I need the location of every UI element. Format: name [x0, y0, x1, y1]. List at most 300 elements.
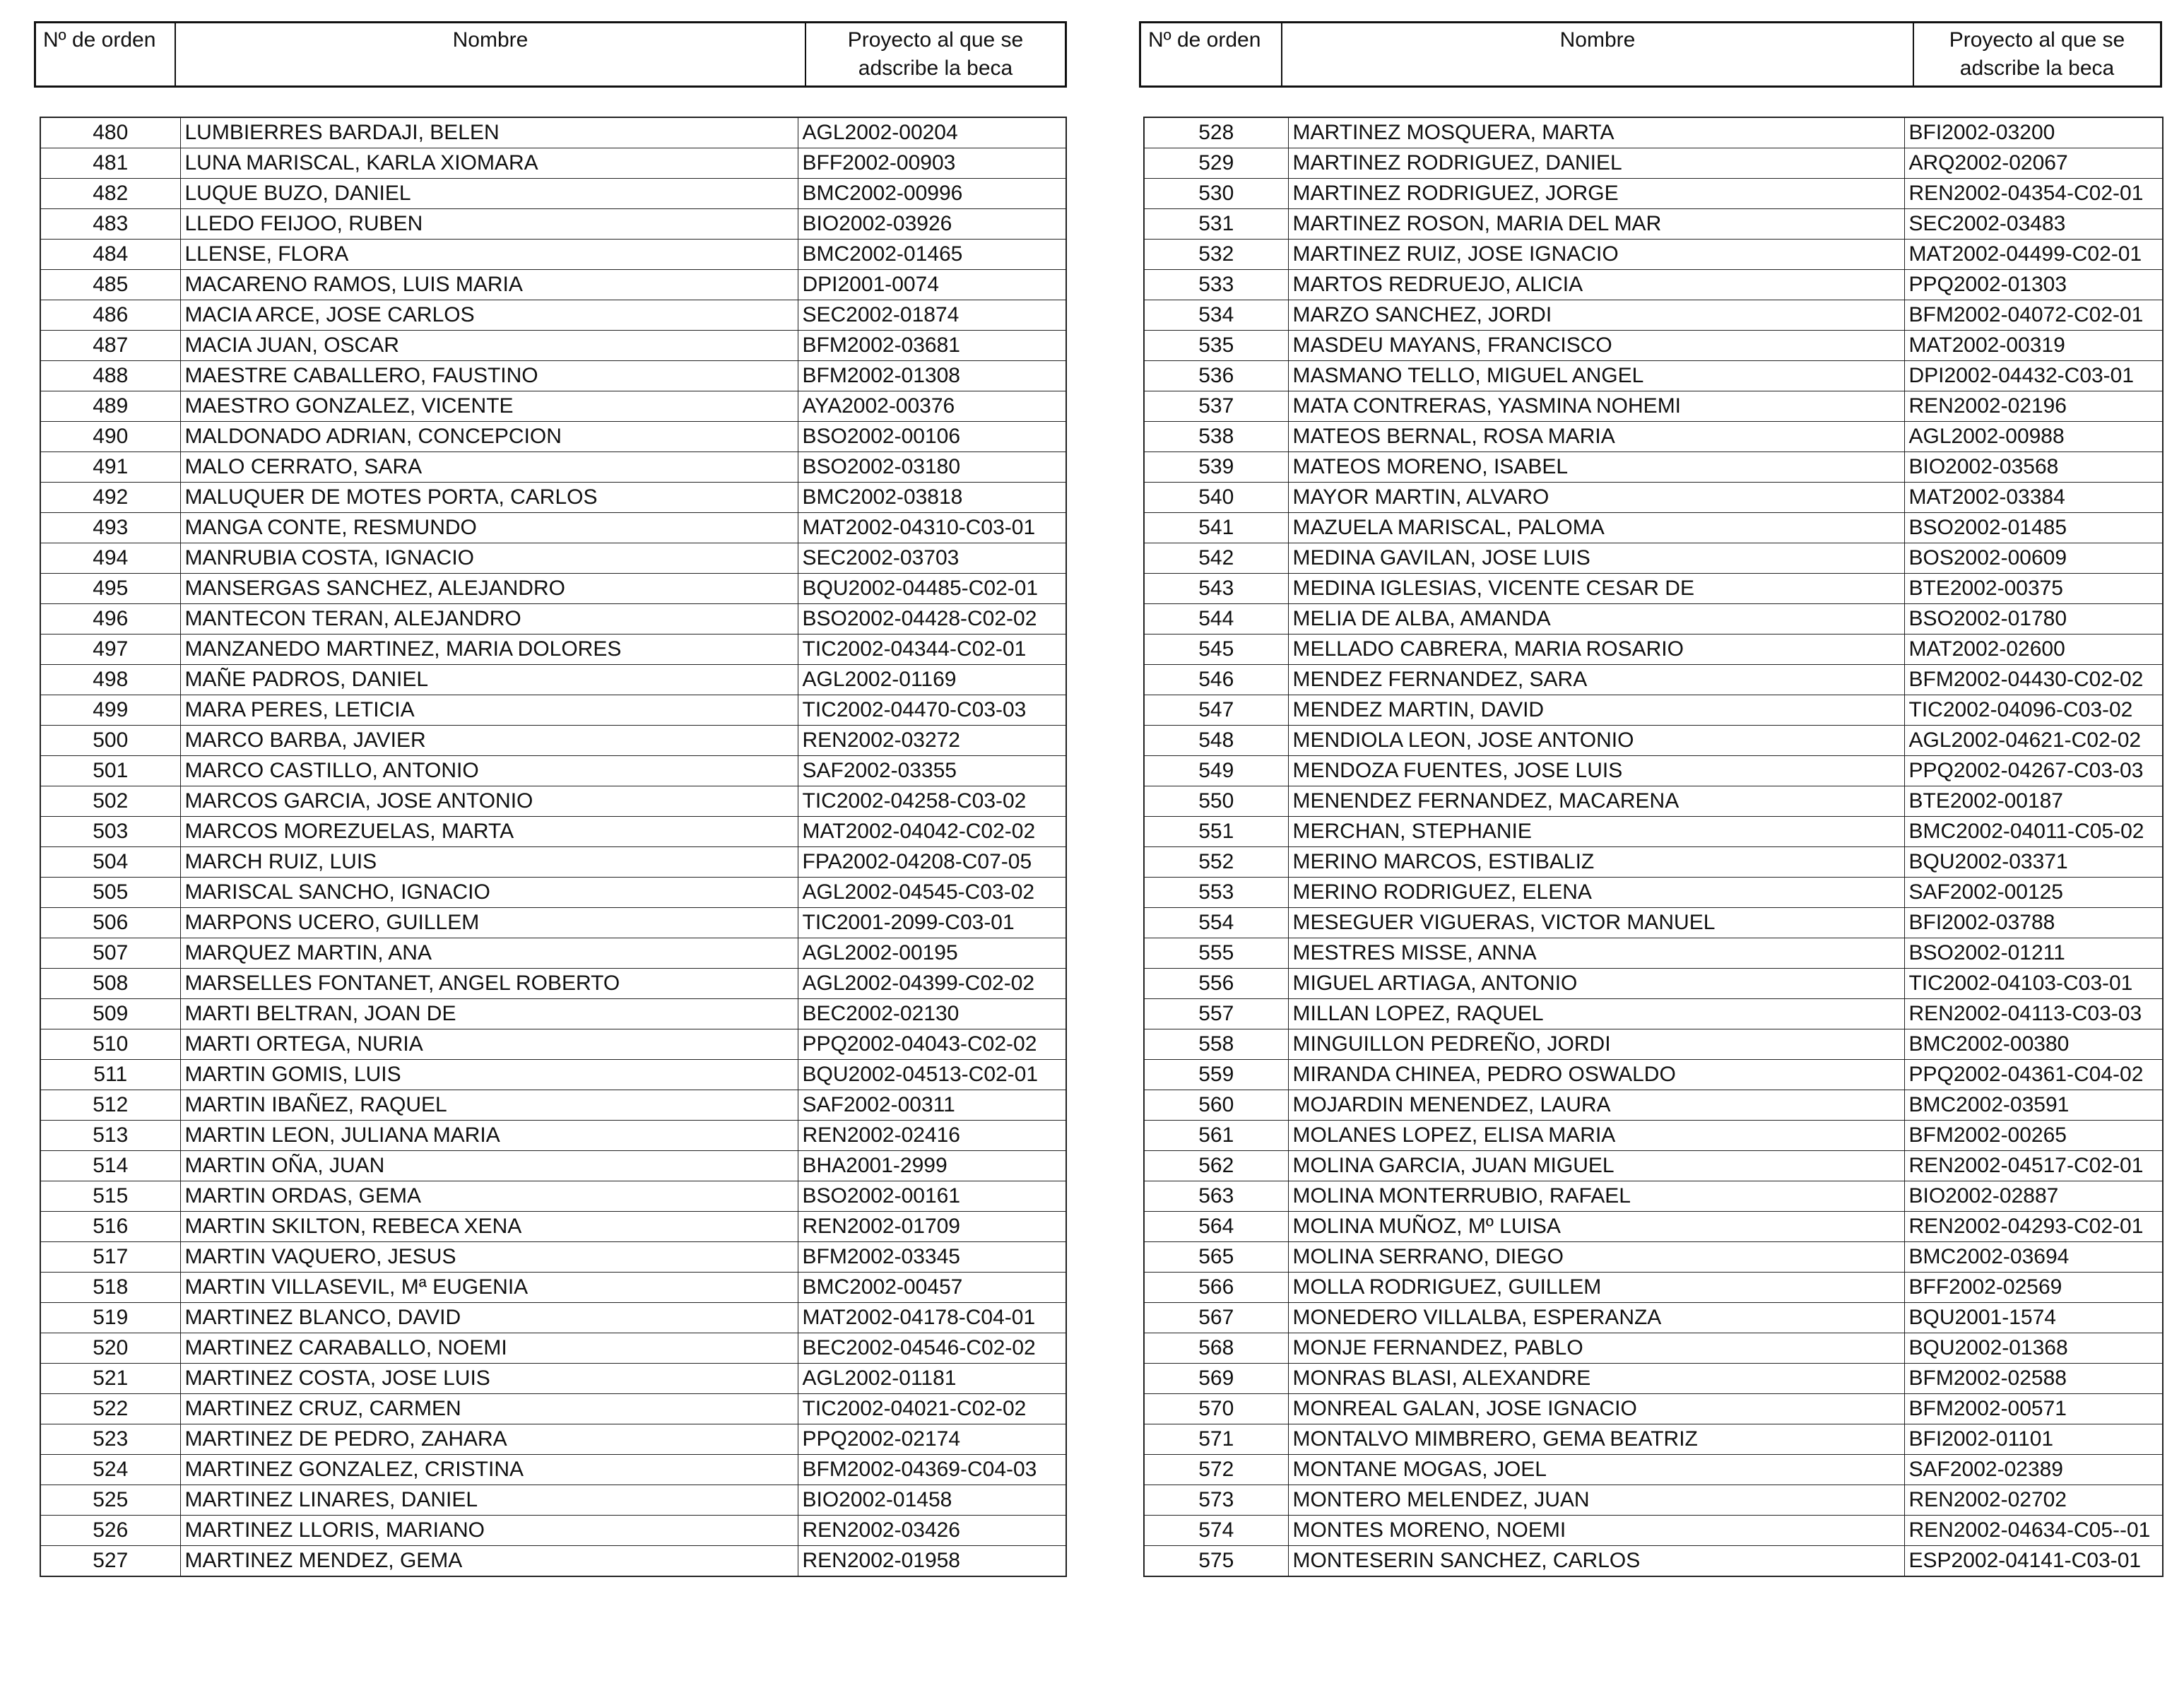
- name-cell: MALDONADO ADRIAN, CONCEPCION: [180, 422, 798, 452]
- table-row: [1144, 1273, 2163, 1303]
- name-cell: MARTINEZ CARABALLO, NOEMI: [180, 1333, 798, 1364]
- name-cell: MELLADO CABRERA, MARIA ROSARIO: [1288, 635, 1904, 665]
- name-cell: MACARENO RAMOS, LUIS MARIA: [180, 270, 798, 300]
- order-cell: 546: [1144, 665, 1288, 695]
- project-cell: AGL2002-04399-C02-02: [798, 969, 1066, 999]
- name-cell: MAYOR MARTIN, ALVARO: [1288, 483, 1904, 513]
- project-cell: DPI2001-0074: [798, 270, 1066, 300]
- project-cell: BHA2001-2999: [798, 1151, 1066, 1181]
- name-cell: MARTINEZ RODRIGUEZ, JORGE: [1288, 179, 1904, 209]
- name-cell: MONTALVO MIMBRERO, GEMA BEATRIZ: [1288, 1424, 1904, 1455]
- project-cell: MAT2002-04310-C03-01: [798, 513, 1066, 543]
- name-cell: MARPONS UCERO, GUILLEM: [180, 908, 798, 938]
- name-column-header: Nombre: [175, 23, 805, 87]
- name-cell: MONTANE MOGAS, JOEL: [1288, 1455, 1904, 1485]
- order-cell: 525: [40, 1485, 180, 1516]
- order-cell: 489: [40, 391, 180, 422]
- order-cell: 570: [1144, 1394, 1288, 1424]
- order-cell: 555: [1144, 938, 1288, 969]
- project-cell: SAF2002-00125: [1904, 878, 2163, 908]
- name-cell: MONREAL GALAN, JOSE IGNACIO: [1288, 1394, 1904, 1424]
- project-cell: BFM2002-02588: [1904, 1364, 2163, 1394]
- order-cell: 561: [1144, 1121, 1288, 1151]
- table-row: [40, 786, 1066, 817]
- order-cell: 511: [40, 1060, 180, 1090]
- project-cell: BFM2002-00571: [1904, 1394, 2163, 1424]
- order-cell: 548: [1144, 726, 1288, 756]
- project-cell: BFM2002-01308: [798, 361, 1066, 391]
- order-cell: 490: [40, 422, 180, 452]
- order-cell: 538: [1144, 422, 1288, 452]
- table-row: [40, 1303, 1066, 1333]
- table-row: [1144, 1121, 2163, 1151]
- order-cell: 483: [40, 209, 180, 240]
- table-row: [1144, 543, 2163, 574]
- project-cell: AGL2002-00204: [798, 117, 1066, 148]
- order-cell: 531: [1144, 209, 1288, 240]
- table-row: [1144, 574, 2163, 604]
- order-cell: 552: [1144, 847, 1288, 878]
- order-cell: 488: [40, 361, 180, 391]
- table-row: [1144, 483, 2163, 513]
- table-row: [1144, 695, 2163, 726]
- table-row: [1144, 1485, 2163, 1516]
- project-cell: BSO2002-03180: [798, 452, 1066, 483]
- project-cell: BQU2002-01368: [1904, 1333, 2163, 1364]
- order-cell: 563: [1144, 1181, 1288, 1212]
- order-cell: 569: [1144, 1364, 1288, 1394]
- project-cell: PPQ2002-04043-C02-02: [798, 1029, 1066, 1060]
- table-row: [1144, 513, 2163, 543]
- table-row: [40, 665, 1066, 695]
- table-row: [1144, 726, 2163, 756]
- right-header-row: [1140, 23, 2161, 87]
- project-cell: MAT2002-04499-C02-01: [1904, 240, 2163, 270]
- name-cell: MATEOS BERNAL, ROSA MARIA: [1288, 422, 1904, 452]
- name-cell: MANSERGAS SANCHEZ, ALEJANDRO: [180, 574, 798, 604]
- name-cell: MACIA ARCE, JOSE CARLOS: [180, 300, 798, 331]
- name-cell: MARCOS GARCIA, JOSE ANTONIO: [180, 786, 798, 817]
- right-rows: [1143, 117, 2164, 1577]
- order-cell: 567: [1144, 1303, 1288, 1333]
- project-cell: TIC2002-04470-C03-03: [798, 695, 1066, 726]
- project-cell: DPI2002-04432-C03-01: [1904, 361, 2163, 391]
- project-cell: BEC2002-04546-C02-02: [798, 1333, 1066, 1364]
- table-row: [1144, 756, 2163, 786]
- name-cell: MASMANO TELLO, MIGUEL ANGEL: [1288, 361, 1904, 391]
- name-cell: MALUQUER DE MOTES PORTA, CARLOS: [180, 483, 798, 513]
- order-cell: 535: [1144, 331, 1288, 361]
- right-data-table: [1143, 117, 2164, 1577]
- name-cell: MENDEZ FERNANDEZ, SARA: [1288, 665, 1904, 695]
- order-cell: 506: [40, 908, 180, 938]
- project-cell: BMC2002-00380: [1904, 1029, 2163, 1060]
- left-header-row: [35, 23, 1066, 87]
- left-header-table: [34, 21, 1067, 88]
- table-row: [40, 1394, 1066, 1424]
- table-row: [40, 908, 1066, 938]
- project-cell: REN2002-01958: [798, 1546, 1066, 1577]
- table-row: [40, 209, 1066, 240]
- project-cell: AGL2002-00195: [798, 938, 1066, 969]
- order-cell: 534: [1144, 300, 1288, 331]
- project-cell: BQU2002-04513-C02-01: [798, 1060, 1066, 1090]
- project-cell: BSO2002-04428-C02-02: [798, 604, 1066, 635]
- name-cell: MARISCAL SANCHO, IGNACIO: [180, 878, 798, 908]
- order-cell: 524: [40, 1455, 180, 1485]
- name-cell: MATA CONTRERAS, YASMINA NOHEMI: [1288, 391, 1904, 422]
- order-cell: 568: [1144, 1333, 1288, 1364]
- name-cell: MONEDERO VILLALBA, ESPERANZA: [1288, 1303, 1904, 1333]
- order-cell: 545: [1144, 635, 1288, 665]
- left-rows: [40, 117, 1067, 1577]
- name-cell: MARTIN LEON, JULIANA MARIA: [180, 1121, 798, 1151]
- project-cell: BIO2002-02887: [1904, 1181, 2163, 1212]
- order-cell: 566: [1144, 1273, 1288, 1303]
- order-cell: 520: [40, 1333, 180, 1364]
- project-cell: BTE2002-00375: [1904, 574, 2163, 604]
- project-cell: PPQ2002-01303: [1904, 270, 2163, 300]
- project-cell: TIC2002-04021-C02-02: [798, 1394, 1066, 1424]
- order-cell: 516: [40, 1212, 180, 1242]
- order-cell: 495: [40, 574, 180, 604]
- order-cell: 487: [40, 331, 180, 361]
- table-row: [40, 452, 1066, 483]
- order-cell: 494: [40, 543, 180, 574]
- project-cell: BMC2002-03591: [1904, 1090, 2163, 1121]
- table-row: [1144, 1181, 2163, 1212]
- project-cell: MAT2002-03384: [1904, 483, 2163, 513]
- name-cell: MARTIN GOMIS, LUIS: [180, 1060, 798, 1090]
- project-cell: FPA2002-04208-C07-05: [798, 847, 1066, 878]
- name-cell: LUQUE BUZO, DANIEL: [180, 179, 798, 209]
- project-cell: SEC2002-03703: [798, 543, 1066, 574]
- name-cell: MARTIN OÑA, JUAN: [180, 1151, 798, 1181]
- project-cell: REN2002-02416: [798, 1121, 1066, 1151]
- name-cell: MENENDEZ FERNANDEZ, MACARENA: [1288, 786, 1904, 817]
- name-cell: LUNA MARISCAL, KARLA XIOMARA: [180, 148, 798, 179]
- name-cell: MARTINEZ CRUZ, CARMEN: [180, 1394, 798, 1424]
- project-cell: SAF2002-00311: [798, 1090, 1066, 1121]
- table-row: [40, 1546, 1066, 1577]
- name-cell: MARTI BELTRAN, JOAN DE: [180, 999, 798, 1029]
- name-cell: MENDEZ MARTIN, DAVID: [1288, 695, 1904, 726]
- table-row: [40, 422, 1066, 452]
- order-cell: 518: [40, 1273, 180, 1303]
- table-row: [1144, 969, 2163, 999]
- table-row: [40, 148, 1066, 179]
- table-row: [1144, 1364, 2163, 1394]
- order-cell: 562: [1144, 1151, 1288, 1181]
- project-cell: ARQ2002-02067: [1904, 148, 2163, 179]
- table-row: [40, 1333, 1066, 1364]
- table-row: [1144, 179, 2163, 209]
- table-row: [1144, 1455, 2163, 1485]
- project-cell: BSO2002-00106: [798, 422, 1066, 452]
- order-cell: 484: [40, 240, 180, 270]
- name-cell: MENDIOLA LEON, JOSE ANTONIO: [1288, 726, 1904, 756]
- name-cell: LLEDO FEIJOO, RUBEN: [180, 209, 798, 240]
- project-cell: REN2002-02702: [1904, 1485, 2163, 1516]
- table-row: [40, 300, 1066, 331]
- order-cell: 571: [1144, 1424, 1288, 1455]
- project-cell: BFI2002-03788: [1904, 908, 2163, 938]
- name-cell: MANZANEDO MARTINEZ, MARIA DOLORES: [180, 635, 798, 665]
- name-cell: MARTINEZ LINARES, DANIEL: [180, 1485, 798, 1516]
- name-cell: MAÑE PADROS, DANIEL: [180, 665, 798, 695]
- name-cell: MOLLA RODRIGUEZ, GUILLEM: [1288, 1273, 1904, 1303]
- name-cell: MAESTRO GONZALEZ, VICENTE: [180, 391, 798, 422]
- table-row: [40, 1516, 1066, 1546]
- table-row: [1144, 1424, 2163, 1455]
- name-cell: MEDINA GAVILAN, JOSE LUIS: [1288, 543, 1904, 574]
- name-cell: LUMBIERRES BARDAJI, BELEN: [180, 117, 798, 148]
- table-row: [1144, 1151, 2163, 1181]
- project-column-header: Proyecto al que se adscribe la beca: [1913, 23, 2161, 87]
- order-cell: 573: [1144, 1485, 1288, 1516]
- name-cell: MANTECON TERAN, ALEJANDRO: [180, 604, 798, 635]
- project-cell: MAT2002-04178-C04-01: [798, 1303, 1066, 1333]
- table-row: [40, 179, 1066, 209]
- name-cell: MARTINEZ BLANCO, DAVID: [180, 1303, 798, 1333]
- table-row: [40, 543, 1066, 574]
- name-cell: MARTINEZ COSTA, JOSE LUIS: [180, 1364, 798, 1394]
- name-cell: MARTINEZ RUIZ, JOSE IGNACIO: [1288, 240, 1904, 270]
- table-row: [40, 1090, 1066, 1121]
- project-cell: BSO2002-01211: [1904, 938, 2163, 969]
- table-row: [40, 1273, 1066, 1303]
- name-cell: MARTINEZ LLORIS, MARIANO: [180, 1516, 798, 1546]
- project-cell: TIC2002-04096-C03-02: [1904, 695, 2163, 726]
- order-cell: 528: [1144, 117, 1288, 148]
- name-cell: MEDINA IGLESIAS, VICENTE CESAR DE: [1288, 574, 1904, 604]
- project-cell: BQU2001-1574: [1904, 1303, 2163, 1333]
- order-cell: 486: [40, 300, 180, 331]
- project-cell: BMC2002-00457: [798, 1273, 1066, 1303]
- table-row: [40, 1060, 1066, 1090]
- table-row: [1144, 391, 2163, 422]
- table-row: [1144, 1029, 2163, 1060]
- order-cell: 510: [40, 1029, 180, 1060]
- name-cell: MAZUELA MARISCAL, PALOMA: [1288, 513, 1904, 543]
- order-cell: 501: [40, 756, 180, 786]
- name-cell: MOLINA GARCIA, JUAN MIGUEL: [1288, 1151, 1904, 1181]
- project-cell: PPQ2002-02174: [798, 1424, 1066, 1455]
- table-row: [1144, 1394, 2163, 1424]
- project-cell: BFM2002-03345: [798, 1242, 1066, 1273]
- right-column: [1139, 21, 2162, 1572]
- table-row: [1144, 635, 2163, 665]
- table-row: [1144, 209, 2163, 240]
- project-cell: BQU2002-03371: [1904, 847, 2163, 878]
- name-cell: MARZO SANCHEZ, JORDI: [1288, 300, 1904, 331]
- table-row: [40, 817, 1066, 847]
- project-cell: AGL2002-01181: [798, 1364, 1066, 1394]
- left-column: [34, 21, 1067, 1572]
- table-row: [40, 969, 1066, 999]
- project-cell: AGL2002-01169: [798, 665, 1066, 695]
- order-column-header: Nº de orden: [1140, 23, 1282, 87]
- table-row: [1144, 361, 2163, 391]
- name-cell: MARTINEZ RODRIGUEZ, DANIEL: [1288, 148, 1904, 179]
- order-cell: 505: [40, 878, 180, 908]
- name-cell: MARA PERES, LETICIA: [180, 695, 798, 726]
- name-cell: MARCOS MOREZUELAS, MARTA: [180, 817, 798, 847]
- name-cell: MIGUEL ARTIAGA, ANTONIO: [1288, 969, 1904, 999]
- order-cell: 498: [40, 665, 180, 695]
- project-cell: ESP2002-04141-C03-01: [1904, 1546, 2163, 1577]
- order-cell: 514: [40, 1151, 180, 1181]
- name-cell: MOJARDIN MENENDEZ, LAURA: [1288, 1090, 1904, 1121]
- name-cell: MARTIN VILLASEVIL, Mª EUGENIA: [180, 1273, 798, 1303]
- name-cell: MARCO CASTILLO, ANTONIO: [180, 756, 798, 786]
- name-cell: MARCO BARBA, JAVIER: [180, 726, 798, 756]
- name-cell: MONJE FERNANDEZ, PABLO: [1288, 1333, 1904, 1364]
- project-cell: BFM2002-03681: [798, 331, 1066, 361]
- table-row: [40, 847, 1066, 878]
- project-cell: BOS2002-00609: [1904, 543, 2163, 574]
- table-row: [40, 938, 1066, 969]
- table-row: [40, 1424, 1066, 1455]
- order-cell: 493: [40, 513, 180, 543]
- name-cell: MENDOZA FUENTES, JOSE LUIS: [1288, 756, 1904, 786]
- name-column-header: Nombre: [1282, 23, 1913, 87]
- order-cell: 544: [1144, 604, 1288, 635]
- table-row: [1144, 878, 2163, 908]
- project-cell: BMC2002-01465: [798, 240, 1066, 270]
- order-cell: 500: [40, 726, 180, 756]
- order-cell: 523: [40, 1424, 180, 1455]
- table-row: [1144, 786, 2163, 817]
- table-row: [40, 483, 1066, 513]
- project-cell: BMC2002-04011-C05-02: [1904, 817, 2163, 847]
- name-cell: MERINO MARCOS, ESTIBALIZ: [1288, 847, 1904, 878]
- table-row: [1144, 331, 2163, 361]
- project-cell: BIO2002-03926: [798, 209, 1066, 240]
- order-cell: 481: [40, 148, 180, 179]
- table-row: [40, 1485, 1066, 1516]
- order-cell: 515: [40, 1181, 180, 1212]
- project-cell: BSO2002-00161: [798, 1181, 1066, 1212]
- name-cell: MARTINEZ ROSON, MARIA DEL MAR: [1288, 209, 1904, 240]
- table-row: [40, 1455, 1066, 1485]
- project-cell: BFI2002-01101: [1904, 1424, 2163, 1455]
- order-cell: 540: [1144, 483, 1288, 513]
- table-row: [1144, 999, 2163, 1029]
- table-row: [1144, 1546, 2163, 1577]
- project-cell: BSO2002-01780: [1904, 604, 2163, 635]
- table-row: [1144, 270, 2163, 300]
- table-row: [40, 574, 1066, 604]
- table-row: [40, 999, 1066, 1029]
- table-row: [1144, 1212, 2163, 1242]
- order-cell: 554: [1144, 908, 1288, 938]
- name-cell: MARSELLES FONTANET, ANGEL ROBERTO: [180, 969, 798, 999]
- order-cell: 547: [1144, 695, 1288, 726]
- project-cell: BTE2002-00187: [1904, 786, 2163, 817]
- order-cell: 522: [40, 1394, 180, 1424]
- project-cell: BFM2002-00265: [1904, 1121, 2163, 1151]
- name-cell: MANGA CONTE, RESMUNDO: [180, 513, 798, 543]
- project-cell: SEC2002-01874: [798, 300, 1066, 331]
- order-cell: 527: [40, 1546, 180, 1577]
- order-cell: 533: [1144, 270, 1288, 300]
- project-cell: BMC2002-03694: [1904, 1242, 2163, 1273]
- name-cell: LLENSE, FLORA: [180, 240, 798, 270]
- name-cell: MARTI ORTEGA, NURIA: [180, 1029, 798, 1060]
- table-row: [40, 1212, 1066, 1242]
- order-cell: 480: [40, 117, 180, 148]
- project-cell: BEC2002-02130: [798, 999, 1066, 1029]
- project-cell: MAT2002-02600: [1904, 635, 2163, 665]
- name-cell: MACIA JUAN, OSCAR: [180, 331, 798, 361]
- project-cell: PPQ2002-04267-C03-03: [1904, 756, 2163, 786]
- order-cell: 536: [1144, 361, 1288, 391]
- name-cell: MONRAS BLASI, ALEXANDRE: [1288, 1364, 1904, 1394]
- project-cell: REN2002-04354-C02-01: [1904, 179, 2163, 209]
- name-cell: MELIA DE ALBA, AMANDA: [1288, 604, 1904, 635]
- table-row: [40, 361, 1066, 391]
- project-cell: REN2002-04634-C05--01: [1904, 1516, 2163, 1546]
- project-cell: AGL2002-04545-C03-02: [798, 878, 1066, 908]
- table-row: [40, 726, 1066, 756]
- project-cell: REN2002-04113-C03-03: [1904, 999, 2163, 1029]
- table-row: [1144, 1060, 2163, 1090]
- order-cell: 526: [40, 1516, 180, 1546]
- order-cell: 542: [1144, 543, 1288, 574]
- order-cell: 550: [1144, 786, 1288, 817]
- project-cell: REN2002-04293-C02-01: [1904, 1212, 2163, 1242]
- table-row: [40, 1121, 1066, 1151]
- project-cell: SEC2002-03483: [1904, 209, 2163, 240]
- name-cell: MARTIN SKILTON, REBECA XENA: [180, 1212, 798, 1242]
- right-header-table: [1139, 21, 2162, 88]
- table-row: [1144, 604, 2163, 635]
- order-cell: 537: [1144, 391, 1288, 422]
- project-cell: REN2002-02196: [1904, 391, 2163, 422]
- name-cell: MARTIN VAQUERO, JESUS: [180, 1242, 798, 1273]
- name-cell: MOLINA MONTERRUBIO, RAFAEL: [1288, 1181, 1904, 1212]
- table-row: [40, 1151, 1066, 1181]
- order-cell: 491: [40, 452, 180, 483]
- order-cell: 482: [40, 179, 180, 209]
- order-cell: 499: [40, 695, 180, 726]
- name-cell: MERINO RODRIGUEZ, ELENA: [1288, 878, 1904, 908]
- name-cell: MARTINEZ DE PEDRO, ZAHARA: [180, 1424, 798, 1455]
- table-row: [40, 331, 1066, 361]
- order-cell: 564: [1144, 1212, 1288, 1242]
- table-row: [1144, 422, 2163, 452]
- project-cell: BIO2002-03568: [1904, 452, 2163, 483]
- name-cell: MONTERO MELENDEZ, JUAN: [1288, 1485, 1904, 1516]
- project-cell: BFM2002-04369-C04-03: [798, 1455, 1066, 1485]
- table-row: [1144, 452, 2163, 483]
- name-cell: MIRANDA CHINEA, PEDRO OSWALDO: [1288, 1060, 1904, 1090]
- order-cell: 508: [40, 969, 180, 999]
- name-cell: MARTINEZ MENDEZ, GEMA: [180, 1546, 798, 1577]
- table-row: [40, 513, 1066, 543]
- order-cell: 559: [1144, 1060, 1288, 1090]
- order-cell: 560: [1144, 1090, 1288, 1121]
- project-cell: AYA2002-00376: [798, 391, 1066, 422]
- project-cell: SAF2002-03355: [798, 756, 1066, 786]
- order-cell: 512: [40, 1090, 180, 1121]
- table-row: [40, 1364, 1066, 1394]
- name-cell: MARTOS REDRUEJO, ALICIA: [1288, 270, 1904, 300]
- name-cell: MOLINA SERRANO, DIEGO: [1288, 1242, 1904, 1273]
- table-row: [40, 604, 1066, 635]
- project-cell: BFF2002-00903: [798, 148, 1066, 179]
